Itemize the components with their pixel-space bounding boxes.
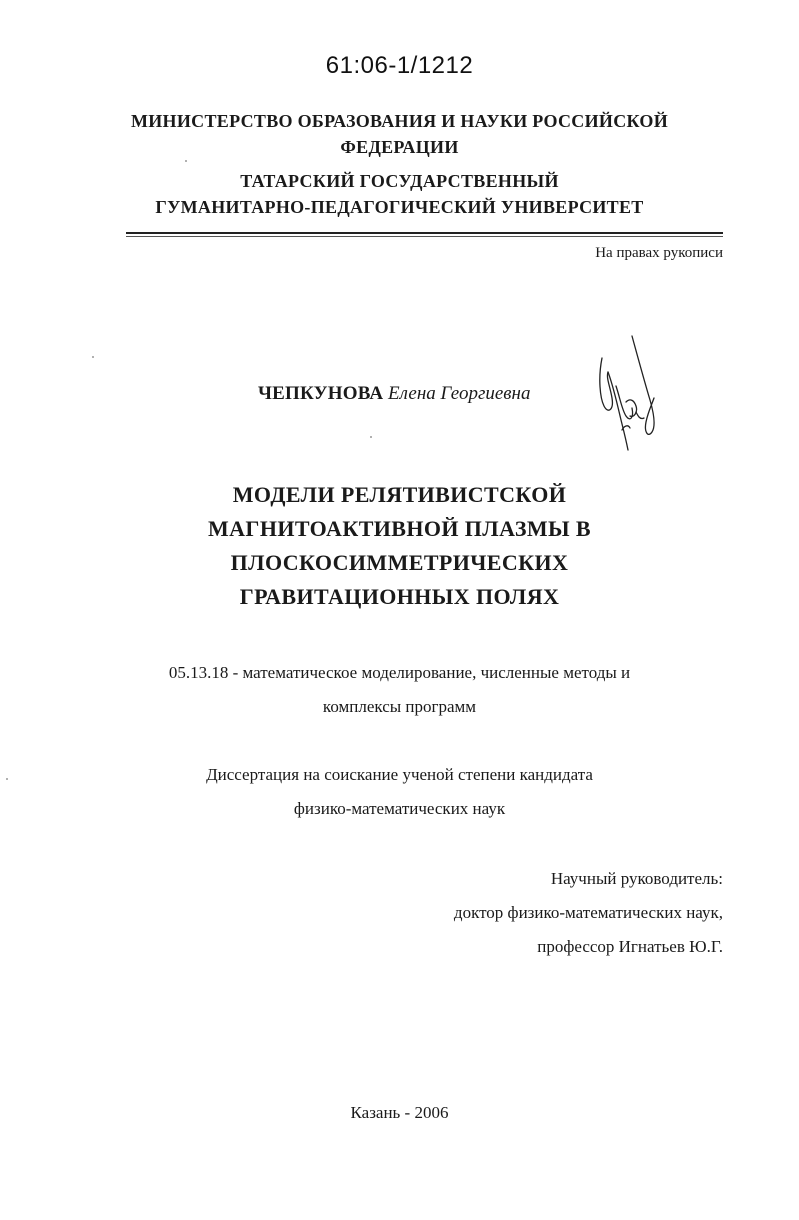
header-divider-thin	[126, 236, 723, 237]
title-line-2: МАГНИТОАКТИВНОЙ ПЛАЗМЫ В	[207, 516, 591, 541]
dissertation-title	[0, 478, 799, 614]
ministry-heading	[0, 108, 799, 160]
title-line-4: ГРАВИТАЦИОННЫХ ПОЛЯХ	[239, 584, 560, 609]
university-line-2: ГУМАНИТАРНО-ПЕДАГОГИЧЕСКИЙ УНИВЕРСИТЕТ	[155, 197, 644, 217]
specialty-code	[0, 656, 799, 724]
scan-speck	[92, 356, 94, 358]
ministry-line-1: МИНИСТЕРСТВО ОБРАЗОВАНИЯ И НАУКИ РОССИЙСКОЙ	[130, 111, 669, 131]
scan-speck	[6, 778, 8, 780]
scan-speck	[370, 436, 372, 438]
catalog-number: 61:06-1/1212	[325, 52, 474, 79]
degree-statement	[0, 758, 799, 826]
specialty-line-1: 05.13.18 - математическое моделирование, численные методы и	[168, 663, 631, 682]
supervisor-name: профессор Игнатьев Ю.Г.	[537, 937, 723, 956]
manuscript-note: На правах рукописи	[595, 245, 723, 261]
scan-speck	[185, 160, 187, 162]
specialty-line-2: комплексы программ	[322, 697, 477, 716]
author-surname: ЧЕПКУНОВА	[258, 383, 384, 404]
supervisor-label: Научный руководитель:	[550, 869, 723, 888]
degree-line-1: Диссертация на соискание ученой степени кандидата	[206, 765, 593, 784]
university-line-1: ТАТАРСКИЙ ГОСУДАРСТВЕННЫЙ	[240, 171, 559, 191]
author-name	[258, 383, 530, 405]
degree-line-2: физико-математических наук	[293, 799, 506, 818]
author-given-names: Елена Георгиевна	[388, 383, 531, 404]
title-line-1: МОДЕЛИ РЕЛЯТИВИСТСКОЙ	[232, 482, 567, 507]
header-divider	[126, 232, 723, 234]
city-year: Казань - 2006	[350, 1103, 449, 1122]
ministry-line-2: ФЕДЕРАЦИИ	[340, 137, 459, 157]
university-heading	[0, 168, 799, 220]
supervisor-block	[454, 862, 723, 964]
author-signature	[592, 328, 672, 458]
title-line-3: ПЛОСКОСИММЕТРИЧЕСКИХ	[230, 550, 569, 575]
supervisor-degree: доктор физико-математических наук,	[453, 903, 723, 922]
